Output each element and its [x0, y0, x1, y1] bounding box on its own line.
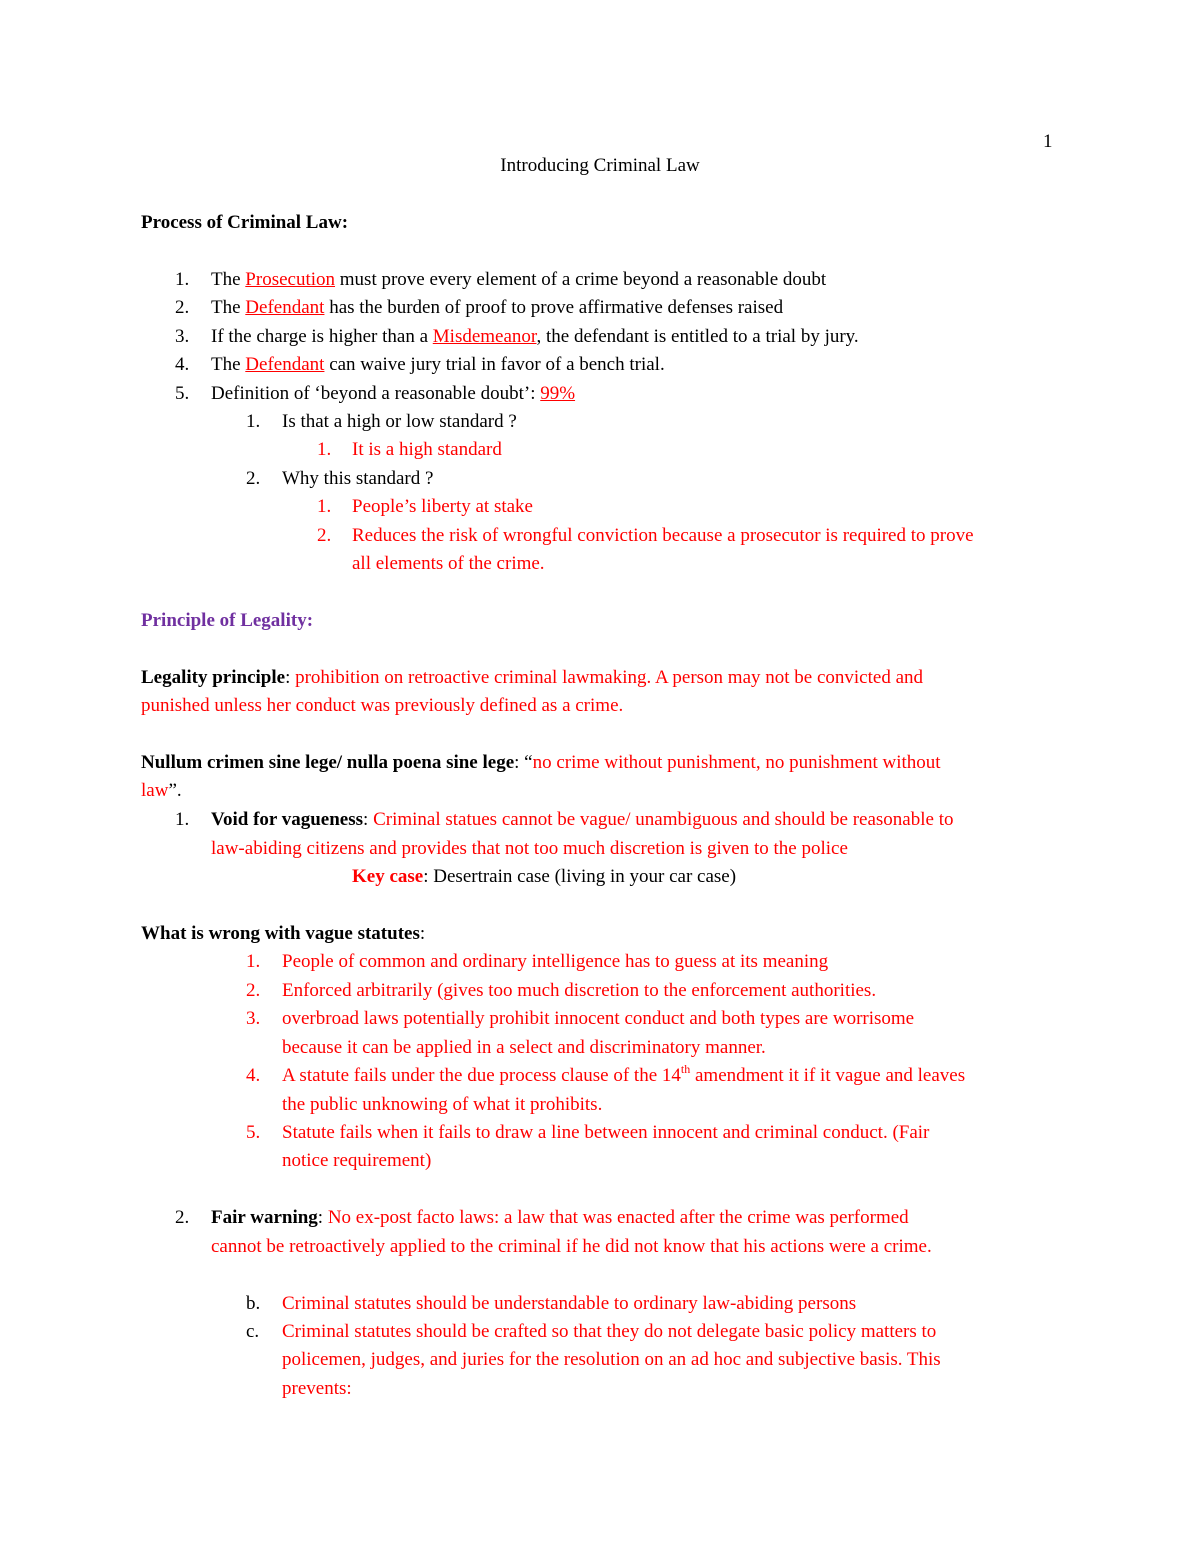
list-item: The Prosecution must prove every element of a crime beyond a reasonable doubt	[211, 269, 827, 290]
list-number: 1.	[175, 809, 190, 830]
list-item: A statute fails under the due process clause of the 14th amendment it if it vague and leaves	[282, 1062, 966, 1086]
list-item: overbroad laws potentially prohibit innocent conduct and both types are worrisome	[282, 1008, 915, 1029]
term-prosecution: Prosecution	[245, 269, 336, 290]
legality-principle: Legality principle: prohibition on retroactive criminal lawmaking. A person may not be convicted and	[141, 667, 923, 688]
list-item-continuation: policemen, judges, and juries for the resolution on an ad hoc and subjective basis. This	[282, 1349, 941, 1370]
nullum-crimen-continuation: law”.	[141, 780, 182, 801]
term-defendant: Defendant	[245, 297, 325, 318]
list-number: 2.	[317, 525, 332, 546]
list-number: 1.	[246, 951, 261, 972]
list-item: Why this standard ?	[282, 468, 434, 489]
term-99-percent: 99%	[540, 383, 576, 404]
nullum-crimen: Nullum crimen sine lege/ nulla poena sine lege: “no crime without punishment, no punishment without	[141, 752, 941, 773]
list-number: 4.	[246, 1065, 261, 1086]
page-number: 1	[1043, 131, 1053, 152]
document-title: Introducing Criminal Law	[500, 155, 700, 176]
list-number: 2.	[175, 1207, 190, 1228]
list-number: 2.	[246, 468, 261, 489]
list-item: Criminal statutes should be crafted so that they do not delegate basic policy matters to	[282, 1321, 937, 1342]
list-item: Reduces the risk of wrongful conviction because a prosecutor is required to prove	[352, 525, 974, 546]
list-number: 2.	[246, 980, 261, 1001]
list-item-continuation: because it can be applied in a select and discriminatory manner.	[282, 1037, 766, 1058]
list-item: Definition of ‘beyond a reasonable doubt’: 99%	[211, 383, 576, 404]
vague-heading: What is wrong with vague statutes:	[141, 923, 426, 944]
list-item: The Defendant can waive jury trial in favor of a bench trial.	[211, 354, 665, 375]
list-number: 1.	[175, 269, 190, 290]
list-item: If the charge is higher than a Misdemeanor, the defendant is entitled to a trial by jury.	[211, 326, 859, 347]
list-letter: b.	[246, 1293, 261, 1314]
fair-warning-continuation: cannot be retroactively applied to the criminal if he did not know that his actions were a crime.	[211, 1236, 932, 1257]
list-number: 1.	[317, 439, 332, 460]
fair-warning: Fair warning: No ex-post facto laws: a law that was enacted after the crime was performed	[211, 1207, 909, 1228]
term-defendant: Defendant	[245, 354, 325, 375]
legality-principle-continuation: punished unless her conduct was previously defined as a crime.	[141, 695, 624, 716]
void-for-vagueness: Void for vagueness: Criminal statues cannot be vague/ unambiguous and should be reasonable to	[211, 809, 954, 830]
term-misdemeanor: Misdemeanor	[432, 326, 537, 347]
list-number: 1.	[317, 496, 332, 517]
list-number: 5.	[175, 383, 190, 404]
list-item: Statute fails when it fails to draw a line between innocent and criminal conduct. (Fair	[282, 1122, 930, 1143]
list-item: Criminal statutes should be understandable to ordinary law-abiding persons	[282, 1293, 857, 1314]
list-number: 2.	[175, 297, 190, 318]
list-number: 3.	[246, 1008, 261, 1029]
list-number: 5.	[246, 1122, 261, 1143]
list-item: Is that a high or low standard ?	[282, 411, 517, 432]
list-number: 4.	[175, 354, 190, 375]
list-number: 3.	[175, 326, 190, 347]
key-case: Key case: Desertrain case (living in your car case)	[352, 866, 737, 887]
list-number: 1.	[246, 411, 261, 432]
process-heading: Process of Criminal Law:	[141, 212, 349, 233]
list-item: People of common and ordinary intelligence has to guess at its meaning	[282, 951, 829, 972]
list-item-continuation: prevents:	[282, 1378, 352, 1399]
legality-heading: Principle of Legality:	[141, 610, 314, 631]
void-for-vagueness-continuation: law-abiding citizens and provides that not too much discretion is given to the police	[211, 838, 848, 859]
list-item-continuation: all elements of the crime.	[352, 553, 545, 574]
list-item: The Defendant has the burden of proof to prove affirmative defenses raised	[211, 297, 784, 318]
list-item: Enforced arbitrarily (gives too much discretion to the enforcement authorities.	[282, 980, 877, 1001]
list-item-continuation: notice requirement)	[282, 1150, 432, 1171]
list-item: People’s liberty at stake	[352, 496, 533, 517]
list-item-continuation: the public unknowing of what it prohibits.	[282, 1094, 603, 1115]
list-item: It is a high standard	[352, 439, 502, 460]
list-letter: c.	[246, 1321, 260, 1342]
